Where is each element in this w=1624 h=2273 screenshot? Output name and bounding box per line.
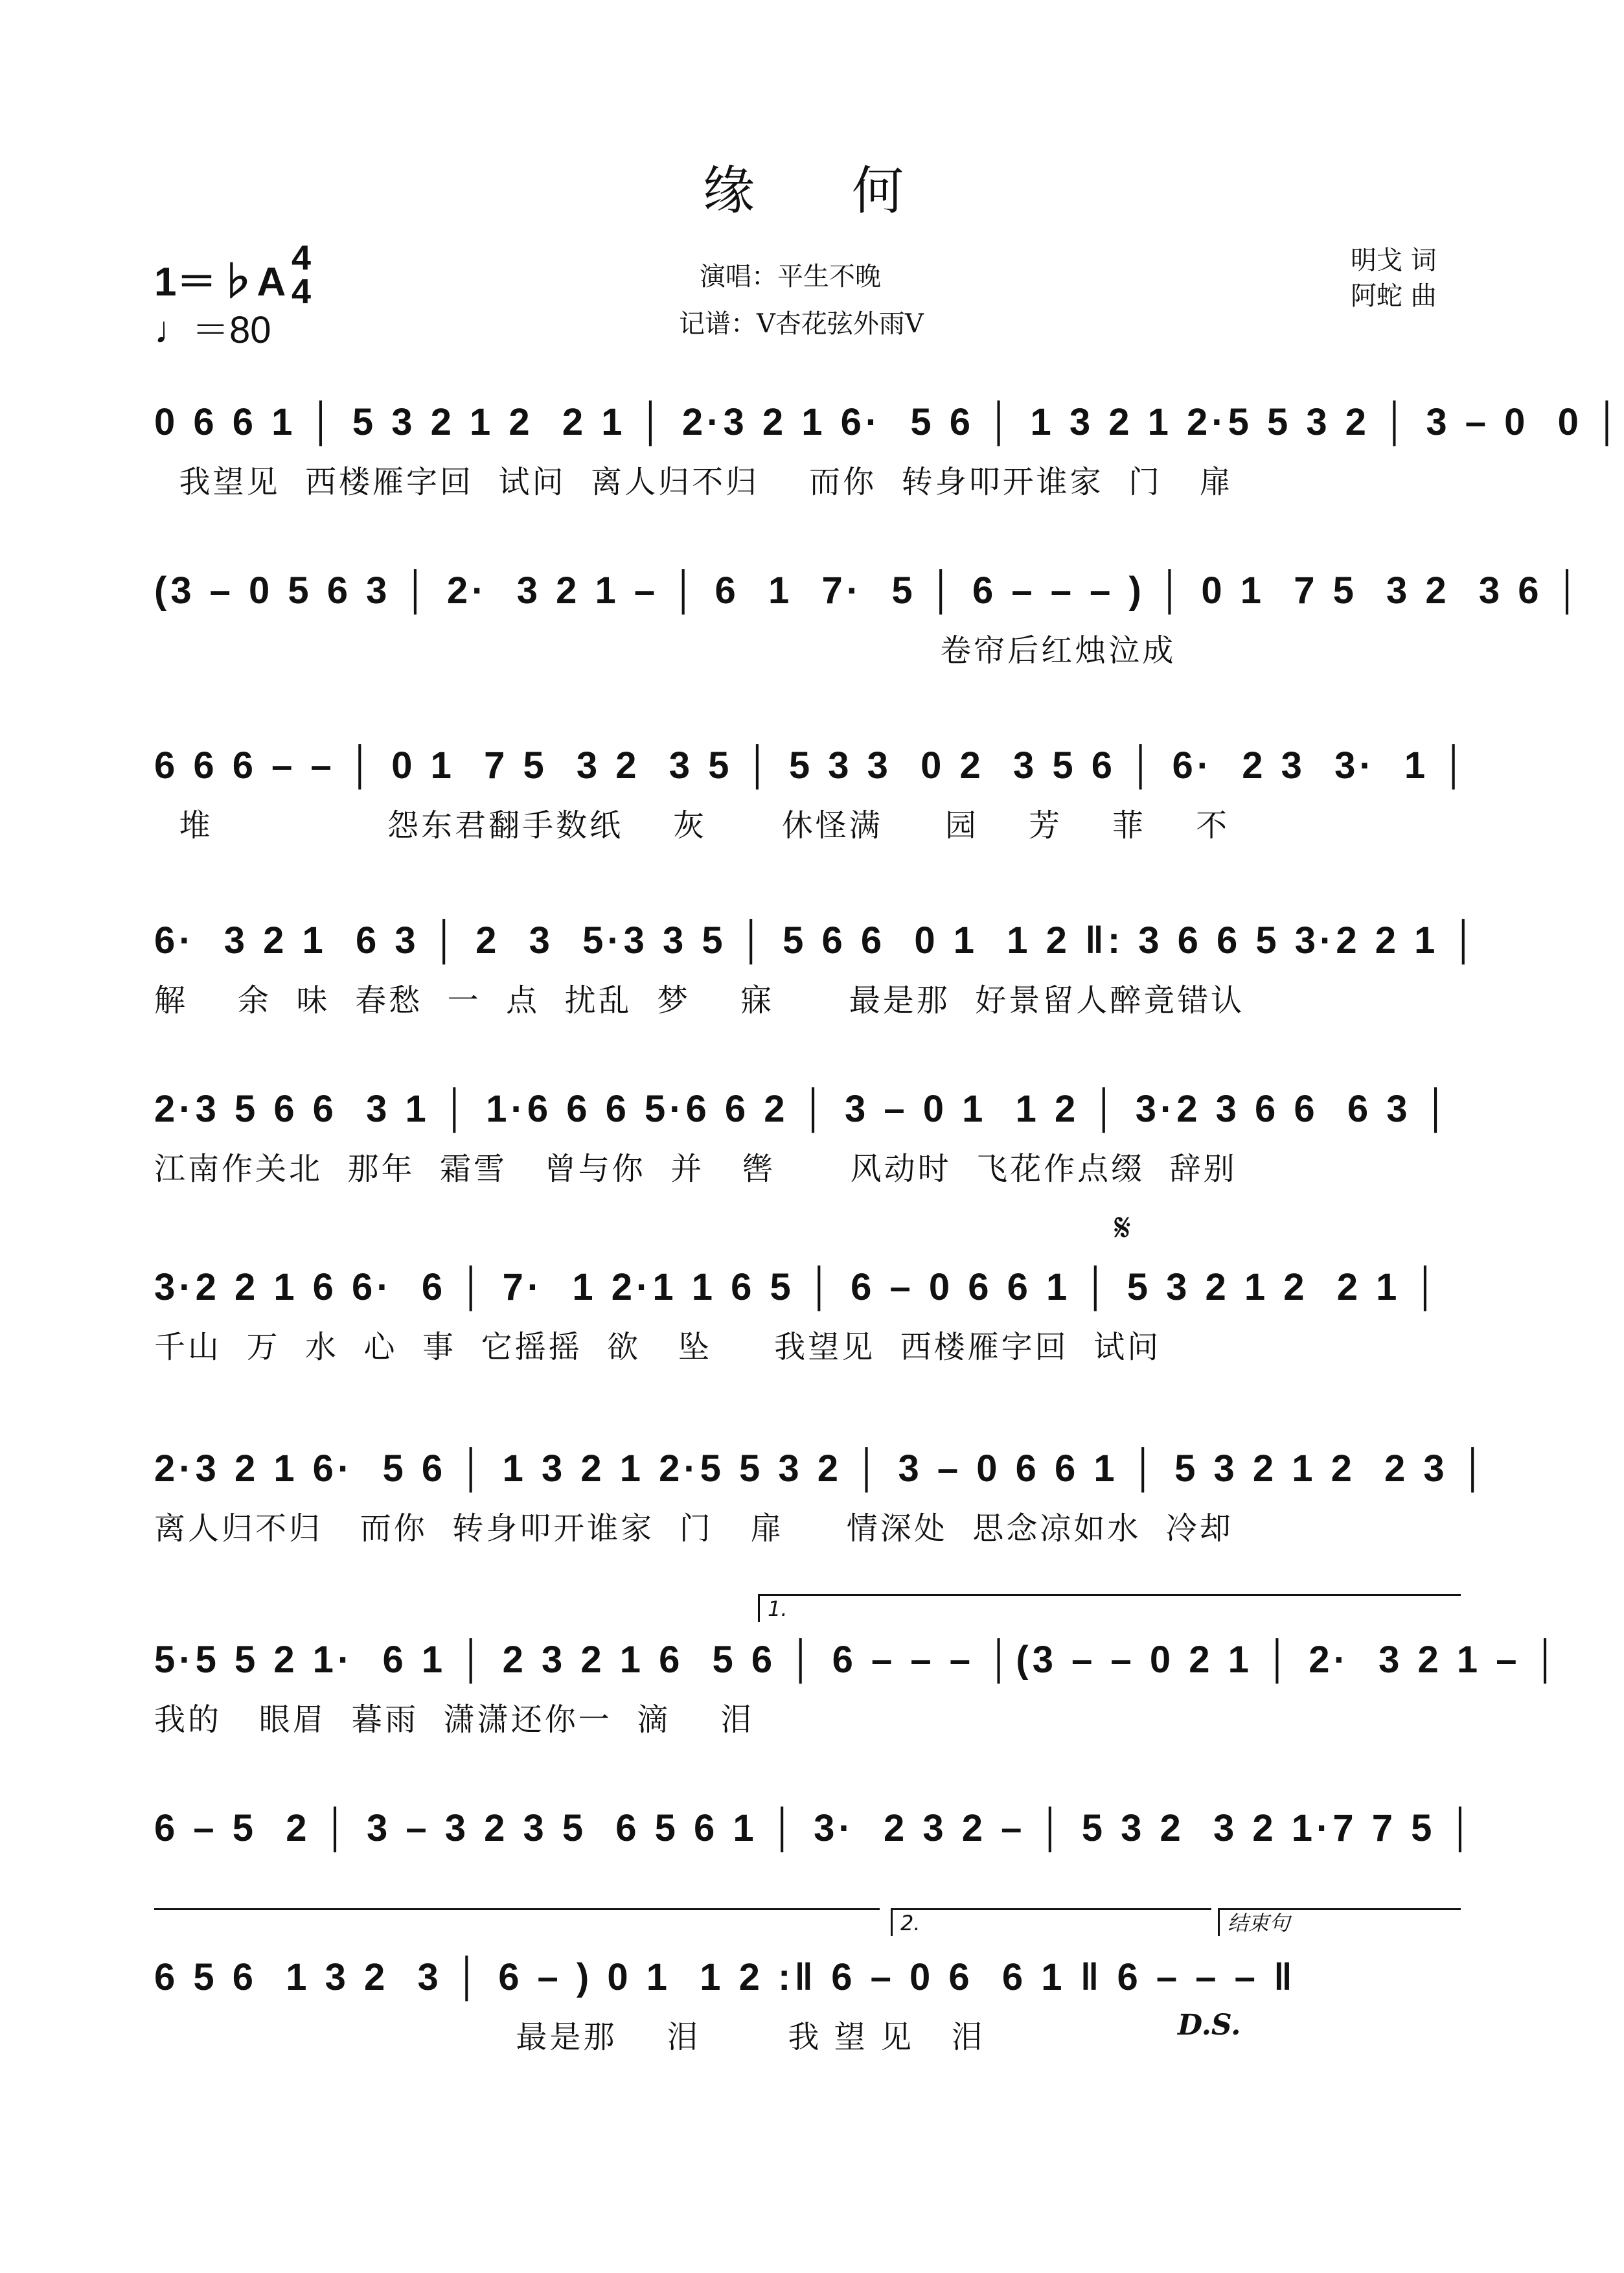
staff-row (154, 1442, 1491, 1552)
notation-line: 6 5 6 1 3 2 3 │ 6 – ) 0 1 1 2 :‖ 6 – 0 6 6 1 ‖ 6 – – – ‖ (154, 1956, 1296, 1998)
coda-ending-bracket: 结束句 (1218, 1908, 1461, 1936)
lyric-line (154, 1867, 1463, 1909)
lyric-line: 江南作关北 那年 霜雪 曾与你 并 辔 风动时 飞花作点缀 辞别 (154, 1151, 1237, 1187)
lyric-line: 堆 怨东君翻手数纸 灰 休怪满 园 芳 菲 不 (154, 807, 1230, 844)
dal-segno-mark: D.S. (1178, 2009, 1241, 2042)
lyricist-credit: 明戈 词 (1351, 246, 1437, 275)
meter-bottom: 4 (292, 272, 312, 311)
first-ending-continuation (154, 1908, 880, 1936)
meter-top: 4 (292, 238, 312, 277)
tempo-marking: ♩＝80 (154, 309, 271, 351)
segno-sign: 𝄋 (1114, 1205, 1131, 1251)
staff-row (154, 1633, 1562, 1743)
staff-row (154, 1260, 1463, 1370)
notation-line: 3·2 2 1 6 6· 6 │ 7· 1 2·1 1 6 5 │ 6 – 0 6 6 1 │ 5 3 2 1 2 2 1 │ (154, 1266, 1443, 1308)
lyric-line: 最是那 泪 我 望 见 泪 (154, 2019, 985, 2055)
lyric-line: 我望见 西楼雁字回 试问 离人归不归 而你 转身叩开谁家 门 扉 (154, 464, 1233, 500)
singer-credit: 演唱：平生不晚 (700, 262, 881, 292)
song-title: 缘何 (703, 161, 1001, 221)
notation-line: 5·5 5 2 1· 6 1 │ 2 3 2 1 6 5 6 │ 6 – – – │(3 – – 0 2 1 │ 2· 3 2 1 – │ (154, 1639, 1562, 1681)
transcriber-credit: 记谱：V杏花弦外雨V (679, 309, 924, 339)
first-ending-bracket: 1. (758, 1594, 1461, 1622)
second-ending-bracket: 2. (891, 1908, 1211, 1936)
time-signature (292, 238, 312, 311)
staff-row (154, 1801, 1478, 1911)
notation-line: 2·3 2 1 6· 5 6 │ 1 3 2 1 2·5 5 3 2 │ 3 – 0 6 6 1 │ 5 3 2 1 2 2 3 │ (154, 1448, 1491, 1490)
staff-row (154, 1082, 1463, 1192)
notation-line: 6· 3 2 1 6 3 │ 2 3 5·3 3 5 │ 5 6 6 0 1 1 2 ‖: 3 6 6 5 3·2 2 1 │ (154, 919, 1481, 962)
notation-line: 0 6 6 1 │ 5 3 2 1 2 2 1 │ 2·3 2 1 6· 5 6 │ 1 3 2 1 2·5 5 3 2 │ 3 – 0 0 │ (154, 401, 1624, 443)
lyric-line: 离人归不归 而你 转身叩开谁家 门 扉 情深处 思念凉如水 冷却 (154, 1510, 1233, 1547)
lyric-line: 千山 万 水 心 事 它摇摇 欲 坠 我望见 西楼雁字回 试问 (154, 1329, 1161, 1365)
staff-row (154, 739, 1471, 849)
key-signature: 1＝♭A (154, 260, 286, 305)
composer-credit: 阿蛇 曲 (1351, 281, 1437, 311)
notation-line: 6 – 5 2 │ 3 – 3 2 3 5 6 5 6 1 │ 3· 2 3 2 – │ 5 3 2 3 2 1·7 7 5 │ (154, 1807, 1478, 1849)
lyric-line: 我的 眼眉 暮雨 潇潇还你一 滴 泪 (154, 1702, 755, 1738)
staff-row (154, 914, 1481, 1024)
staff-row (154, 564, 1584, 674)
notation-line: (3 – 0 5 6 3 │ 2· 3 2 1 – │ 6 1 7· 5 │ 6 – – – ) │ 0 1 7 5 3 2 3 6 │ (154, 570, 1584, 612)
notation-line: 2·3 5 6 6 3 1 │ 1·6 6 6 5·6 6 2 │ 3 – 0 1 1 2 │ 3·2 3 6 6 6 3 │ (154, 1088, 1453, 1130)
lyric-line: 卷帘后红烛泣成 (154, 632, 1176, 669)
staff-row (154, 395, 1624, 505)
lyric-line: 解 余 味 春愁 一 点 扰乱 梦 寐 最是那 好景留人醉竟错认 (154, 982, 1245, 1019)
staff-row (154, 1950, 1463, 2060)
notation-line: 6 6 6 – – │ 0 1 7 5 3 2 3 5 │ 5 3 3 0 2 3 5 6 │ 6· 2 3 3· 1 │ (154, 744, 1471, 787)
